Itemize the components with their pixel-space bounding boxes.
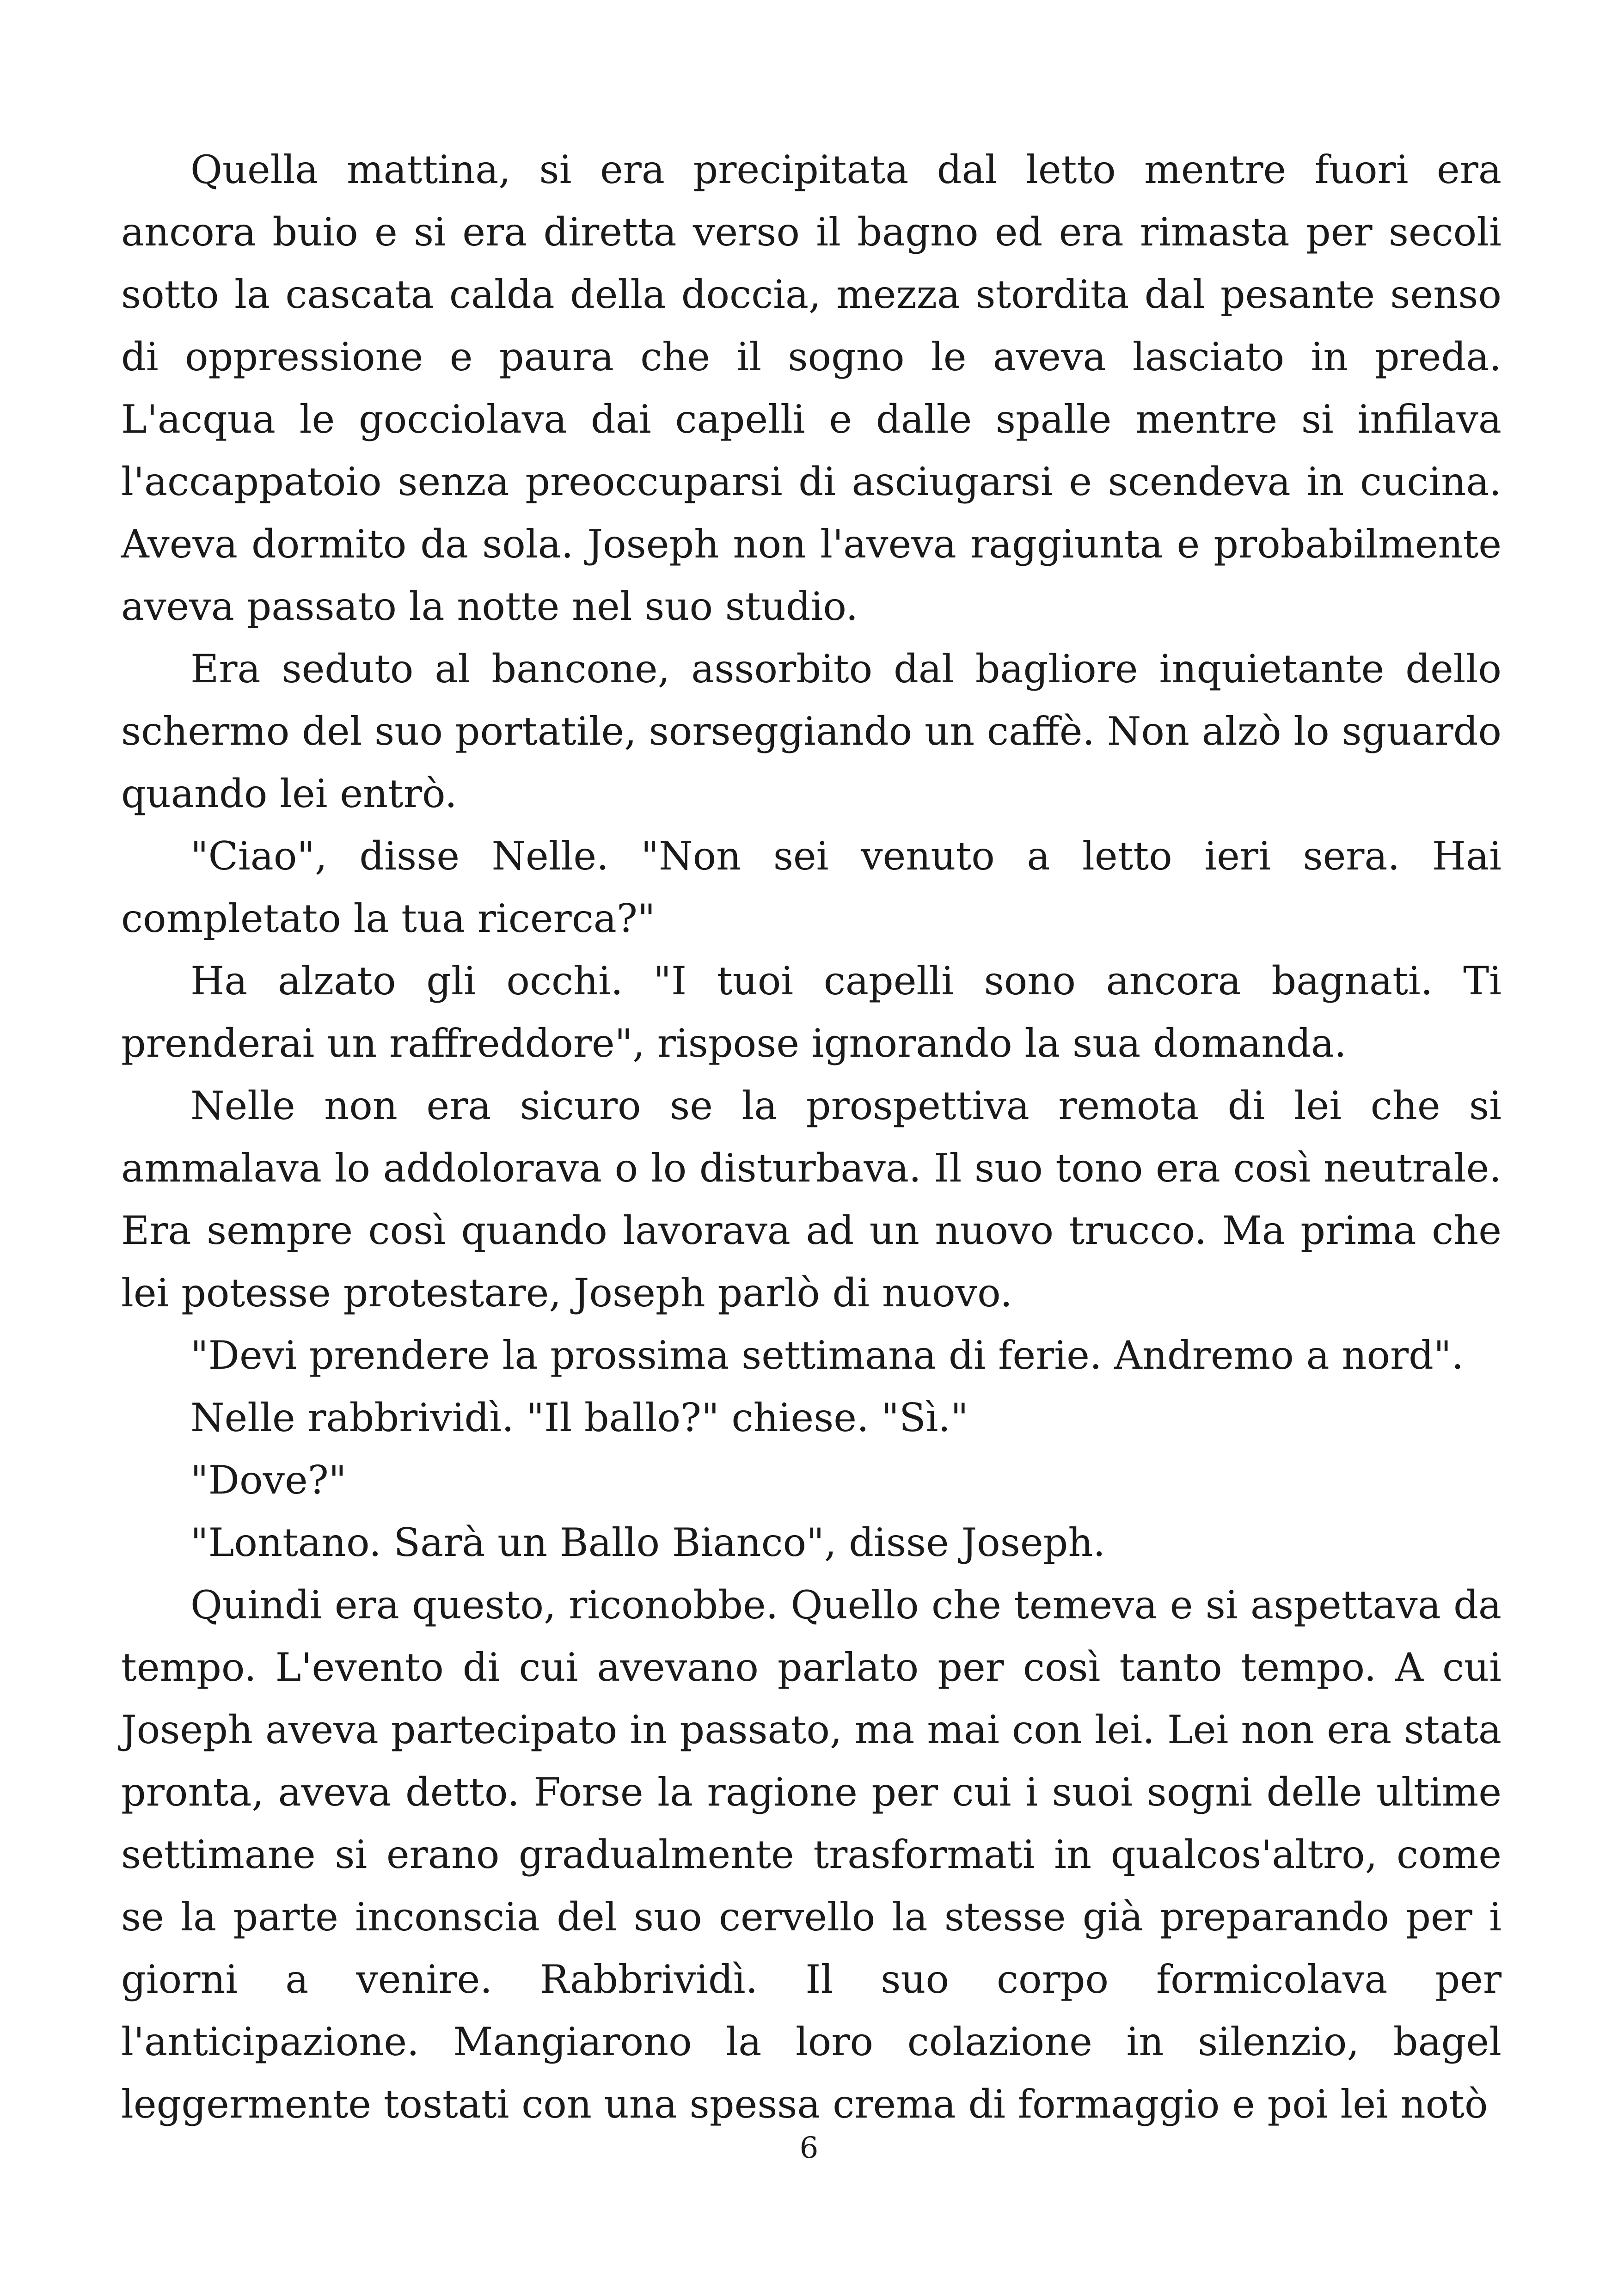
paragraph: Quindi era questo, riconobbe. Quello che temeva e si aspettava da tempo. L'evento di cui avevano parlato per così tanto tempo. A cui Joseph aveva partecipato in passato, ma mai con lei. Lei non era stata pronta, aveva detto. Forse la ragione per cui i suoi sogni delle ultime settimane si erano gradualmente trasformati in qualcos'altro, come se la parte inconscia del suo cervello la stesse già preparando per i giorni a venire. Rabbrividì. Il suo corpo formicolava per l'anticipazione. Mangiarono la loro colazione in silenzio, bagel leggermente tostati con una spessa crema di formaggio e poi lei notò [121, 1582, 1502, 2127]
paragraph: "Lontano. Sarà un Ballo Bianco", disse Joseph. [190, 1520, 1106, 1565]
paragraph: Quella mattina, si era precipitata dal letto mentre fuori era ancora buio e si era diretta verso il bagno ed era rimasta per secoli sotto la cascata calda della doccia, mezza stordita dal pesante senso di oppressione e paura che il sogno le aveva lasciato in preda. L'acqua le gocciolava dai capelli e dalle spalle mentre si infilava l'accappatoio senza preoccuparsi di asciugarsi e scendeva in cucina. Aveva dormito da sola. Joseph non l'aveva raggiunta e probabilmente aveva passato la notte nel suo studio. [121, 147, 1502, 629]
paragraph: Era seduto al bancone, assorbito dal bagliore inquietante dello schermo del suo portatile, sorseggiando un caffè. Non alzò lo sguardo quando lei entrò. [121, 646, 1502, 816]
paragraph: "Dove?" [190, 1457, 347, 1503]
page-number: 6 [799, 2131, 819, 2165]
paragraph: Nelle rabbrividì. "Il ballo?" chiese. "Sì." [190, 1395, 968, 1440]
paragraph: Nelle non era sicuro se la prospettiva remota di lei che si ammalava lo addolorava o lo disturbava. Il suo tono era così neutrale. Era sempre così quando lavorava ad un nuovo trucco. Ma prima che lei potesse protestare, Joseph parlò di nuovo. [121, 1083, 1502, 1316]
paragraph: Ha alzato gli occhi. "I tuoi capelli sono ancora bagnati. Ti prenderai un raffreddore", rispose ignorando la sua domanda. [121, 958, 1502, 1066]
paragraph: "Ciao", disse Nelle. "Non sei venuto a letto ieri sera. Hai completato la tua ricerca?" [121, 833, 1502, 941]
body-text [121, 139, 1502, 2136]
paragraph: "Devi prendere la prossima settimana di ferie. Andremo a nord". [190, 1333, 1464, 1378]
